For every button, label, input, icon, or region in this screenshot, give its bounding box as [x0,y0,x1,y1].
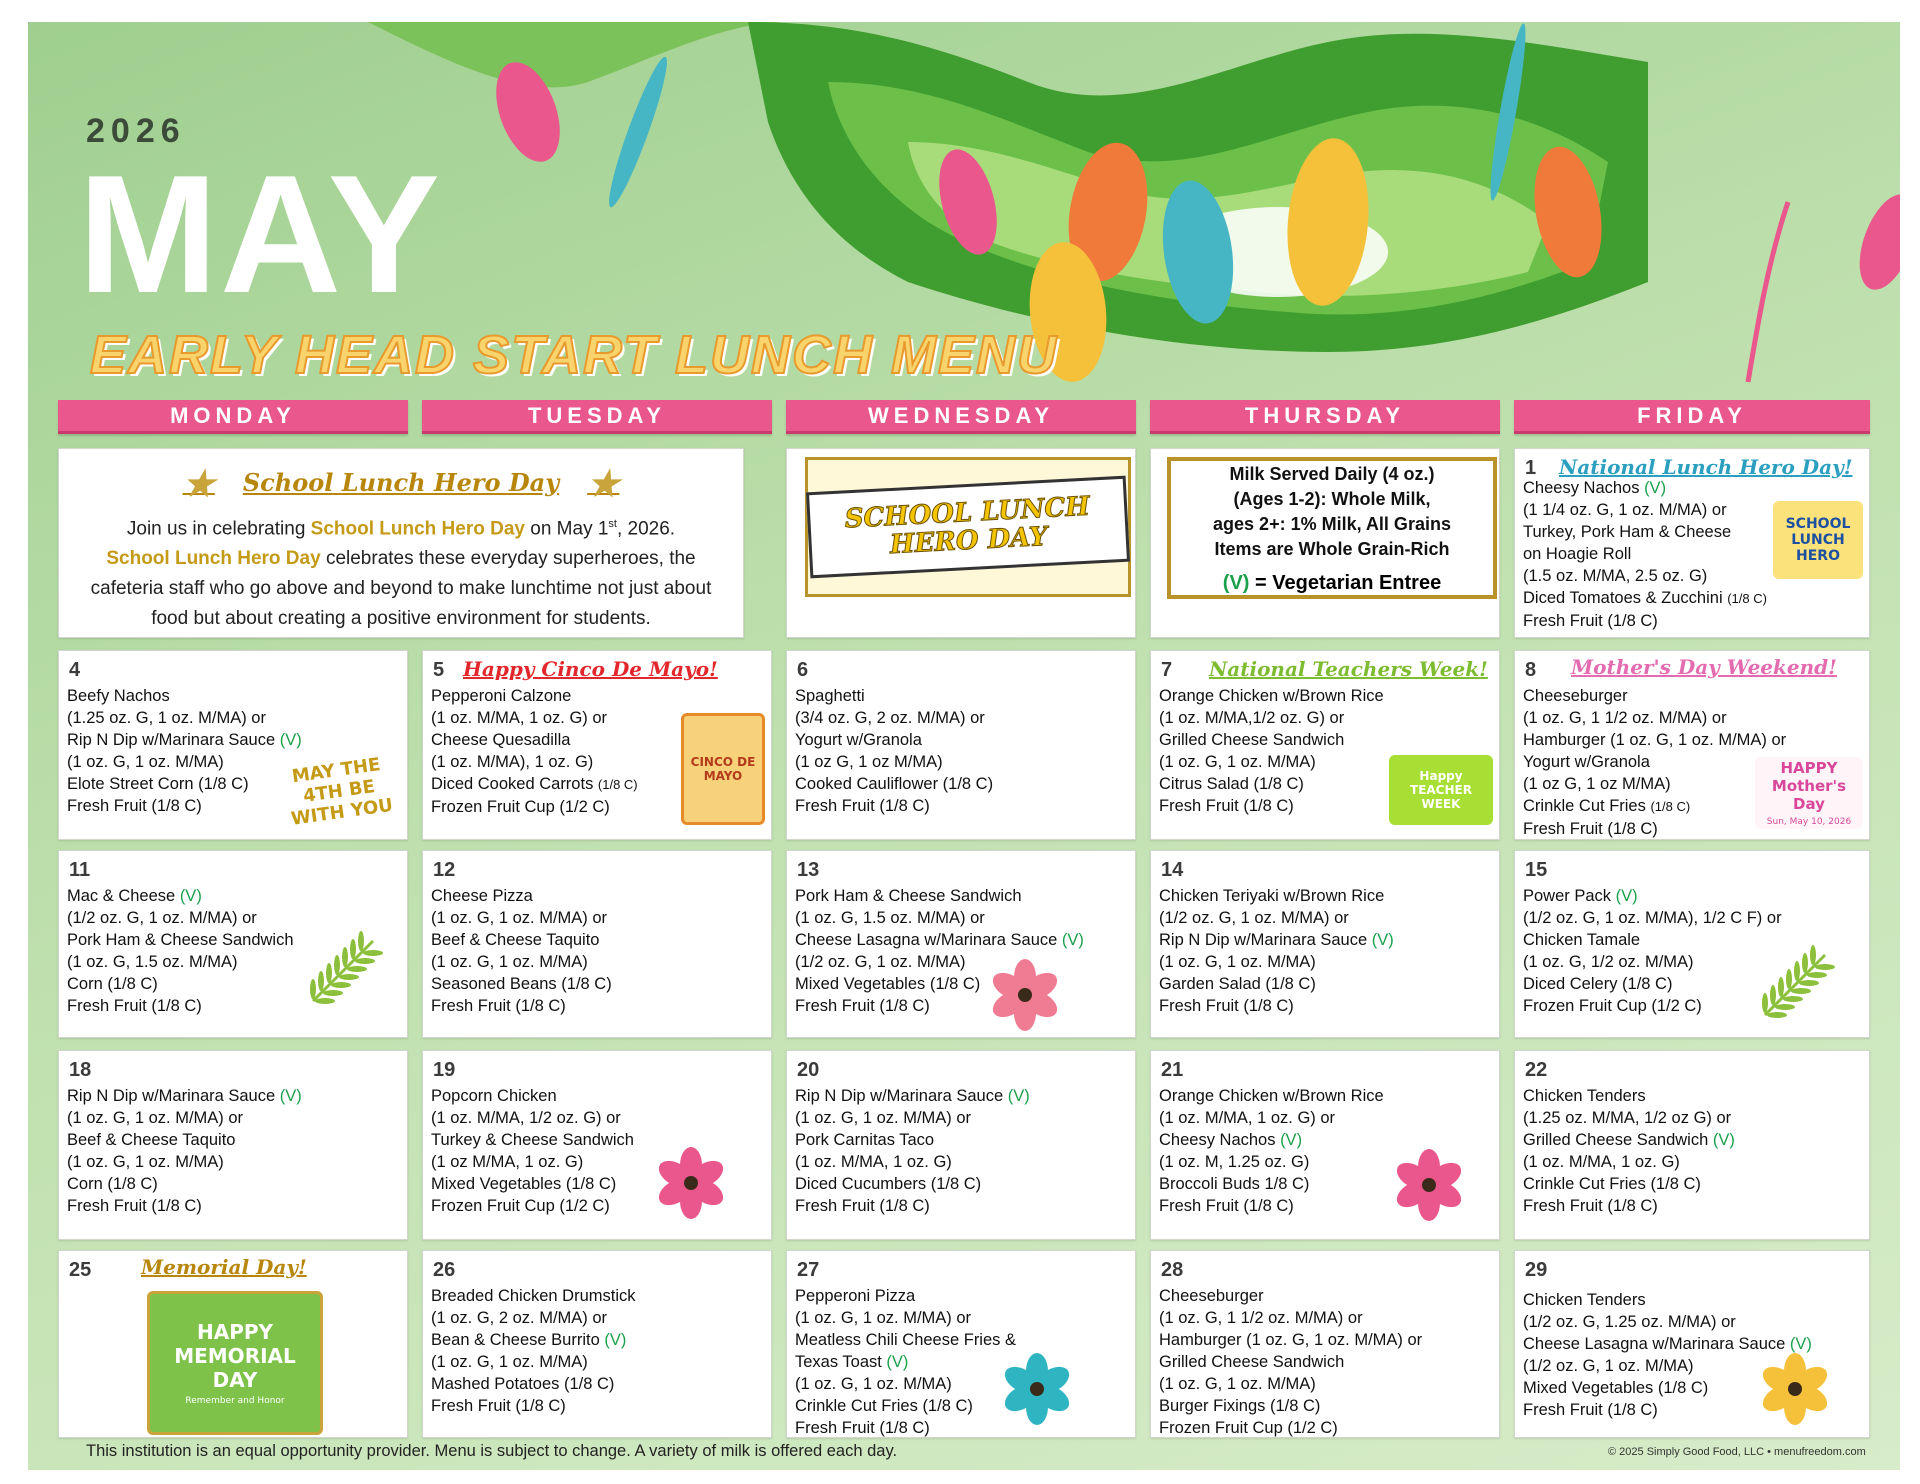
menu-item-line: Cheese Lasagna w/Marinara Sauce (V) [795,931,1084,949]
menu-item-line: (1 oz. G, 1.5 oz. M/MA) [67,953,238,971]
menu-item-line: Fresh Fruit (1/8 C) [1523,1401,1658,1419]
menu-item-line: (1 1/4 oz. G, 1 oz. M/MA) or [1523,501,1727,519]
menu-item-line: (1 oz. G, 1 oz. M/MA) [67,753,224,771]
menu-item-line: (1 oz. M/MA, 1 oz. G) or [431,709,608,727]
menu-items [67,885,294,1017]
footer-disclaimer: This institution is an equal opportunity provider. Menu is subject to change. A variety of milk is offered each day. [86,1442,898,1460]
menu-items [1159,1085,1384,1217]
menu-items [1523,1085,1735,1217]
menu-item-line: Pepperoni Calzone [431,687,572,705]
menu-item-line: (1 oz M/MA, 1 oz. G) [431,1153,584,1171]
flower-icon [1389,1145,1469,1225]
day-cell-22 [1514,1050,1870,1240]
weekday-header-monday: MONDAY [58,400,408,434]
day-number: 13 [797,859,820,881]
menu-item-line: Corn (1/8 C) [67,1175,158,1193]
vegetarian-mark: (V) [279,1087,302,1105]
menu-item-line: Orange Chicken w/Brown Rice [1159,1087,1384,1105]
menu-item-line: (1 oz. G, 1 oz. M/MA) [1159,753,1316,771]
menu-item-line: (1/2 oz. G, 1 oz. M/MA) or [67,909,257,927]
vegetarian-mark: (V) [1007,1087,1030,1105]
day-number: 18 [69,1059,92,1081]
menu-item-line: (1/2 oz. G, 1.25 oz. M/MA) or [1523,1313,1736,1331]
menu-item-line: Fresh Fruit (1/8 C) [795,797,930,815]
menu-items [795,685,993,817]
vegetarian-mark: (V) [886,1353,909,1371]
menu-item-line: Breaded Chicken Drumstick [431,1287,636,1305]
menu-item-line: Fresh Fruit (1/8 C) [1159,997,1294,1015]
day-number: 7 [1161,659,1173,681]
vegetarian-mark: (V) [1061,931,1084,949]
menu-item-line: Corn (1/8 C) [67,975,158,993]
announcement-body: Join us in celebrating School Lunch Hero Day on May 1st, 2026. School Lunch Hero Day celebrates these everyday superheroes, the cafeteria staff who go above and beyond to make lunchtime not just about food but about creating a positive environment for students. [90,518,712,630]
milk-info-box: Milk Served Daily (4 oz.) (Ages 1-2): Whole Milk, ages 2+: 1% Milk, All Grains Items are Whole Grain-Rich (V) = Vegetarian Entree [1167,457,1497,599]
menu-item-line: Fresh Fruit (1/8 C) [431,997,566,1015]
menu-items [431,1085,634,1217]
menu-item-line: (1 oz. G, 1 oz. M/MA) [1159,1375,1316,1393]
menu-item-line: Diced Tomatoes & Zucchini (1/8 C) [1523,589,1767,607]
fern-leaf-icon [303,931,383,1011]
menu-item-line: Fresh Fruit (1/8 C) [67,1197,202,1215]
year-label: 2026 [86,112,186,150]
menu-item-line: Pork Carnitas Taco [795,1131,935,1149]
menu-items [67,1085,302,1217]
menu-item-line: (1 oz. G, 1 oz. M/MA) or [795,1109,972,1127]
day-cell-15 [1514,850,1870,1038]
menu-item-line: (1.25 oz. G, 1 oz. M/MA) or [67,709,266,727]
menu-item-line: Frozen Fruit Cup (1/2 C) [431,1197,610,1215]
day-cell-27 [786,1250,1136,1438]
menu-item-line: Chicken Tenders [1523,1291,1646,1309]
menu-item-line: Mixed Vegetables (1/8 C) [795,975,981,993]
menu-item-line: Rip N Dip w/Marinara Sauce (V) [795,1087,1030,1105]
menu-item-line: (1/2 oz. G, 1 oz. M/MA), 1/2 C F) or [1523,909,1782,927]
menu-items [1523,477,1767,632]
vegetarian-mark: (V) [1712,1131,1735,1149]
menu-items [431,685,638,818]
menu-item-line: Crinkle Cut Fries (1/8 C) [1523,797,1691,815]
menu-items [795,1085,1030,1217]
menu-item-line: Diced Celery (1/8 C) [1523,975,1673,993]
menu-item-line: Beefy Nachos [67,687,170,705]
day-cell-12 [422,850,772,1038]
fern-leaf-icon [1755,945,1835,1025]
menu-item-line: Hamburger (1 oz. G, 1 oz. M/MA) or [1523,731,1787,749]
menu-item-line: (3/4 oz. G, 2 oz. M/MA) or [795,709,985,727]
event-badge-graphic: HAPPY Mother's Day Sun, May 10, 2026 [1755,757,1863,829]
day-number: 1 [1525,457,1537,479]
menu-item-line: Cheesy Nachos (V) [1523,479,1667,497]
menu-item-line: Cheese Lasagna w/Marinara Sauce (V) [1523,1335,1812,1353]
menu-item-line: Beef & Cheese Taquito [431,931,600,949]
menu-items [431,885,612,1017]
day-number: 29 [1525,1259,1548,1281]
menu-item-line: Fresh Fruit (1/8 C) [1523,1197,1658,1215]
menu-item-line: Mixed Vegetables (1/8 C) [431,1175,617,1193]
menu-items [431,1285,636,1417]
menu-item-line: (1 oz. G, 1/2 oz. M/MA) [1523,953,1694,971]
menu-item-line: Fresh Fruit (1/8 C) [67,797,202,815]
day-number: 22 [1525,1059,1548,1081]
menu-item-line: Orange Chicken w/Brown Rice [1159,687,1384,705]
menu-item-line: (1.5 oz. M/MA, 2.5 oz. G) [1523,567,1708,585]
menu-item-line: Cheese Pizza [431,887,533,905]
menu-page [28,22,1900,1470]
vegetarian-mark: (V) [1789,1335,1812,1353]
menu-item-line: (1 oz. G, 1 oz. M/MA) or [67,1109,244,1127]
menu-item-line: Cheesy Nachos (V) [1159,1131,1303,1149]
menu-item-line: (1 oz. G, 1 1/2 oz. M/MA) or [1159,1309,1363,1327]
vegetarian-mark: (V) [1615,887,1638,905]
day-cell-5 [422,650,772,840]
menu-item-line: Elote Street Corn (1/8 C) [67,775,249,793]
day-cell-1 [1514,448,1870,638]
menu-item-line: Popcorn Chicken [431,1087,557,1105]
menu-item-line: on Hoagie Roll [1523,545,1632,563]
menu-item-line: (1 oz. G, 1 oz. M/MA) [795,1375,952,1393]
menu-item-line: (1 oz. G, 2 oz. M/MA) or [431,1309,608,1327]
menu-item-line: Yogurt w/Granola [795,731,922,749]
day-cell-13 [786,850,1136,1038]
event-badge-graphic: Happy TEACHER WEEK [1389,755,1493,825]
menu-item-line: Grilled Cheese Sandwich [1159,1353,1345,1371]
day-cell-26 [422,1250,772,1438]
menu-item-line: (1 oz. G, 1 oz. M/MA) [431,1353,588,1371]
menu-item-line: Diced Cucumbers (1/8 C) [795,1175,982,1193]
day-cell-20 [786,1050,1136,1240]
day-number: 21 [1161,1059,1184,1081]
menu-item-line: Spaghetti [795,687,865,705]
menu-item-line: Turkey & Cheese Sandwich [431,1131,634,1149]
day-cell-29 [1514,1250,1870,1438]
flower-icon [985,955,1065,1035]
flower-icon [1755,1349,1835,1429]
menu-items [795,1285,1016,1438]
event-badge-graphic: HAPPY MEMORIAL DAY Remember and Honor [147,1291,323,1435]
flower-icon [997,1349,1077,1429]
announcement-title: ★ School Lunch Hero Day ★ [59,463,743,505]
month-title: MAY [78,140,442,328]
menu-item-line: (1 oz. M/MA), 1 oz. G) [431,753,594,771]
menu-item-line: Frozen Fruit Cup (1/2 C) [1159,1419,1338,1437]
gold-star-icon: ★ [587,463,620,505]
menu-item-line: Power Pack (V) [1523,887,1638,905]
menu-item-line: Seasoned Beans (1/8 C) [431,975,612,993]
menu-item-line: Fresh Fruit (1/8 C) [795,997,930,1015]
menu-item-line: Pork Ham & Cheese Sandwich [67,931,294,949]
day-cell-18 [58,1050,408,1240]
menu-item-line: Chicken Tenders [1523,1087,1646,1105]
day-number: 27 [797,1259,820,1281]
menu-item-line: Mac & Cheese (V) [67,887,202,905]
menu-item-line: Cheeseburger [1159,1287,1264,1305]
menu-title: EARLY HEAD START LUNCH MENU [90,325,1059,385]
menu-item-line: (1 oz. M/MA,1/2 oz. G) or [1159,709,1345,727]
menu-item-line: (1 oz. G, 1 oz. M/MA) [67,1153,224,1171]
day-event-title: National Lunch Hero Day! [1559,455,1853,479]
menu-item-line: (1/2 oz. G, 1 oz. M/MA) [1523,1357,1694,1375]
vegetarian-mark: (V) [179,887,202,905]
menu-item-line: (1/2 oz. G, 1 oz. M/MA) [795,953,966,971]
day-number: 19 [433,1059,456,1081]
day-cell-19 [422,1050,772,1240]
footer-copyright: © 2025 Simply Good Food, LLC • menufreedom.com [1608,1446,1866,1458]
menu-item-line: Mashed Potatoes (1/8 C) [431,1375,615,1393]
menu-item-line: (1 oz. G, 1 oz. M/MA) or [431,909,608,927]
menu-item-line: (1 oz G, 1 oz M/MA) [1523,775,1671,793]
menu-items [1159,885,1394,1017]
menu-item-line: Burger Fixings (1/8 C) [1159,1397,1321,1415]
menu-item-line: (1 oz. G, 1 1/2 oz. M/MA) or [1523,709,1727,727]
thursday-info-cell [1150,448,1500,638]
day-number: 28 [1161,1259,1184,1281]
menu-item-line: Yogurt w/Granola [1523,753,1650,771]
day-number: 14 [1161,859,1184,881]
hero-day-announcement [58,448,744,638]
menu-item-line: Fresh Fruit (1/8 C) [431,1397,566,1415]
menu-item-line: Pork Ham & Cheese Sandwich [795,887,1022,905]
day-number: 25 [69,1259,92,1281]
menu-item-line: Texas Toast (V) [795,1353,909,1371]
weekday-header-wednesday: WEDNESDAY [786,400,1136,434]
day-cell-28 [1150,1250,1500,1438]
menu-items [1159,1285,1422,1438]
menu-item-line: Fresh Fruit (1/8 C) [67,997,202,1015]
menu-item-line: Rip N Dip w/Marinara Sauce (V) [1159,931,1394,949]
day-number: 6 [797,659,809,681]
day-cell-8 [1514,650,1870,840]
menu-item-line: Crinkle Cut Fries (1/8 C) [795,1397,973,1415]
menu-item-line: Crinkle Cut Fries (1/8 C) [1523,1175,1701,1193]
event-badge-graphic: CINCO DE MAYO [681,713,765,825]
menu-item-line: (1 oz. G, 1 oz. M/MA) or [795,1309,972,1327]
menu-items [1159,685,1384,817]
day-cell-21 [1150,1050,1500,1240]
menu-item-line: Citrus Salad (1/8 C) [1159,775,1304,793]
menu-item-line: Grilled Cheese Sandwich (V) [1523,1131,1735,1149]
menu-item-line: Pepperoni Pizza [795,1287,916,1305]
day-event-title: Happy Cinco De Mayo! [463,657,718,681]
vegetarian-mark: (V) [1371,931,1394,949]
menu-item-line: Mixed Vegetables (1/8 C) [1523,1379,1709,1397]
menu-item-line: (1 oz. M, 1.25 oz. G) [1159,1153,1310,1171]
day-cell-25 [58,1250,408,1438]
menu-item-line: Cheeseburger [1523,687,1628,705]
day-event-title: National Teachers Week! [1209,657,1488,681]
day-cell-11 [58,850,408,1038]
event-badge-graphic: MAY THE 4TH BE WITH YOU [289,753,395,830]
day-number: 20 [797,1059,820,1081]
menu-item-line: Chicken Tamale [1523,931,1641,949]
gold-star-icon: ★ [182,463,215,505]
menu-item-line: Turkey, Pork Ham & Cheese [1523,523,1732,541]
menu-items [1523,685,1786,840]
menu-item-line: (1 oz. G, 1 oz. M/MA) [431,953,588,971]
day-number: 12 [433,859,456,881]
menu-item-line: Hamburger (1 oz. G, 1 oz. M/MA) or [1159,1331,1423,1349]
day-cell-6 [786,650,1136,840]
menu-item-line: Fresh Fruit (1/8 C) [1523,820,1658,838]
menu-item-line: Fresh Fruit (1/8 C) [1523,612,1658,630]
menu-item-line: (1 oz. G, 1.5 oz. M/MA) or [795,909,985,927]
menu-item-line: (1 oz. G, 1 oz. M/MA) [1159,953,1316,971]
menu-item-line: Meatless Chili Cheese Fries & [795,1331,1016,1349]
vegetarian-mark: (V) [604,1331,627,1349]
menu-item-line: Frozen Fruit Cup (1/2 C) [431,798,610,816]
weekday-header-thursday: THURSDAY [1150,400,1500,434]
menu-item-line: Cheese Quesadilla [431,731,571,749]
menu-item-line: Frozen Fruit Cup (1/2 C) [1523,997,1702,1015]
day-cell-14 [1150,850,1500,1038]
menu-item-line: (1 oz. M/MA, 1 oz. G) [795,1153,952,1171]
wednesday-hero-cell [786,448,1136,638]
menu-item-line: Bean & Cheese Burrito (V) [431,1331,627,1349]
menu-item-line: Grilled Cheese Sandwich [1159,731,1345,749]
event-badge-graphic: SCHOOL LUNCH HERO [1773,501,1863,579]
menu-item-line: (1 oz G, 1 oz M/MA) [795,753,943,771]
menu-item-line: Rip N Dip w/Marinara Sauce (V) [67,731,302,749]
menu-item-line: Fresh Fruit (1/8 C) [795,1419,930,1437]
menu-item-line: Diced Cooked Carrots (1/8 C) [431,775,638,793]
menu-items [67,685,302,817]
day-number: 8 [1525,659,1537,681]
menu-item-line: (1 oz. M/MA, 1 oz. G) [1523,1153,1680,1171]
menu-item-line: Broccoli Buds 1/8 C) [1159,1175,1310,1193]
menu-item-line: (1/2 oz. G, 1 oz. M/MA) or [1159,909,1349,927]
menu-item-line: Fresh Fruit (1/8 C) [1159,797,1294,815]
school-lunch-hero-day-graphic: SCHOOL LUNCH HERO DAY [805,457,1131,597]
day-number: 5 [433,659,445,681]
menu-item-line: Garden Salad (1/8 C) [1159,975,1316,993]
weekday-header-friday: FRIDAY [1514,400,1870,434]
menu-item-line: Cooked Cauliflower (1/8 C) [795,775,994,793]
menu-items [1523,885,1782,1017]
menu-item-line: Chicken Teriyaki w/Brown Rice [1159,887,1385,905]
day-event-title: Memorial Day! [141,1255,307,1279]
day-cell-4 [58,650,408,840]
day-number: 11 [69,859,91,881]
menu-item-line: Fresh Fruit (1/8 C) [795,1197,930,1215]
menu-item-line: (1 oz. M/MA, 1/2 oz. G) or [431,1109,621,1127]
day-cell-7 [1150,650,1500,840]
weekday-header-tuesday: TUESDAY [422,400,772,434]
day-event-title: Mother's Day Weekend! [1571,655,1837,679]
vegetarian-mark: (V) [1644,479,1667,497]
vegetarian-mark: (V) [279,731,302,749]
day-number: 4 [69,659,81,681]
menu-item-line: Beef & Cheese Taquito [67,1131,236,1149]
flower-icon [651,1143,731,1223]
day-number: 15 [1525,859,1548,881]
menu-item-line: (1 oz. M/MA, 1 oz. G) or [1159,1109,1336,1127]
menu-item-line: Fresh Fruit (1/8 C) [1159,1197,1294,1215]
vegetarian-mark: (V) [1280,1131,1303,1149]
menu-item-line: (1.25 oz. M/MA, 1/2 oz G) or [1523,1109,1732,1127]
menu-item-line: Rip N Dip w/Marinara Sauce (V) [67,1087,302,1105]
day-number: 26 [433,1259,456,1281]
